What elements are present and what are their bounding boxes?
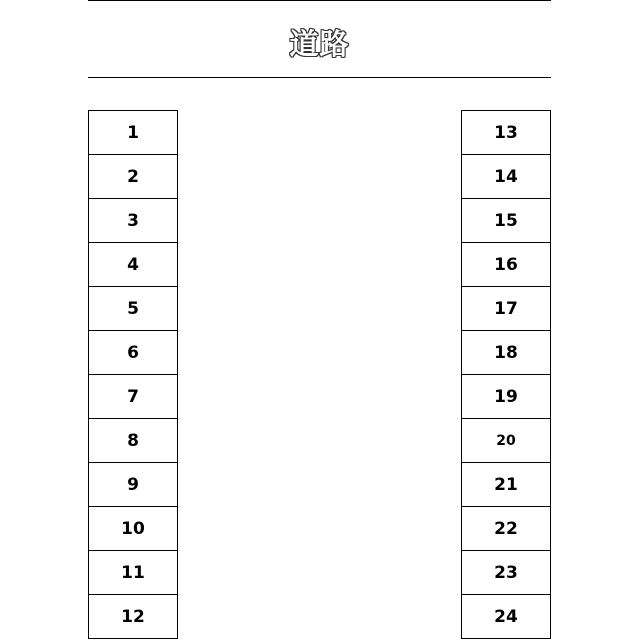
road-top-border xyxy=(88,0,551,1)
parking-space[interactable]: 3 xyxy=(88,198,178,243)
parking-space[interactable]: 20 xyxy=(461,418,551,463)
parking-space[interactable]: 17 xyxy=(461,286,551,331)
parking-space[interactable]: 18 xyxy=(461,330,551,375)
parking-space[interactable]: 12 xyxy=(88,594,178,639)
parking-space[interactable]: 9 xyxy=(88,462,178,507)
parking-space[interactable]: 14 xyxy=(461,154,551,199)
parking-space[interactable]: 8 xyxy=(88,418,178,463)
parking-space[interactable]: 23 xyxy=(461,550,551,595)
parking-column-right xyxy=(461,110,551,639)
parking-space[interactable]: 5 xyxy=(88,286,178,331)
parking-space[interactable]: 22 xyxy=(461,506,551,551)
parking-space[interactable]: 10 xyxy=(88,506,178,551)
parking-space[interactable]: 6 xyxy=(88,330,178,375)
parking-space[interactable]: 11 xyxy=(88,550,178,595)
parking-space[interactable]: 4 xyxy=(88,242,178,287)
road-bottom-border xyxy=(88,77,551,78)
parking-space[interactable]: 1 xyxy=(88,110,178,155)
parking-space[interactable]: 24 xyxy=(461,594,551,639)
parking-space[interactable]: 19 xyxy=(461,374,551,419)
parking-space[interactable]: 16 xyxy=(461,242,551,287)
parking-space[interactable]: 21 xyxy=(461,462,551,507)
parking-space[interactable]: 2 xyxy=(88,154,178,199)
parking-space[interactable]: 15 xyxy=(461,198,551,243)
parking-space[interactable]: 13 xyxy=(461,110,551,155)
parking-column-left xyxy=(88,110,178,639)
road-label: 道路 xyxy=(289,27,350,61)
parking-space[interactable]: 7 xyxy=(88,374,178,419)
